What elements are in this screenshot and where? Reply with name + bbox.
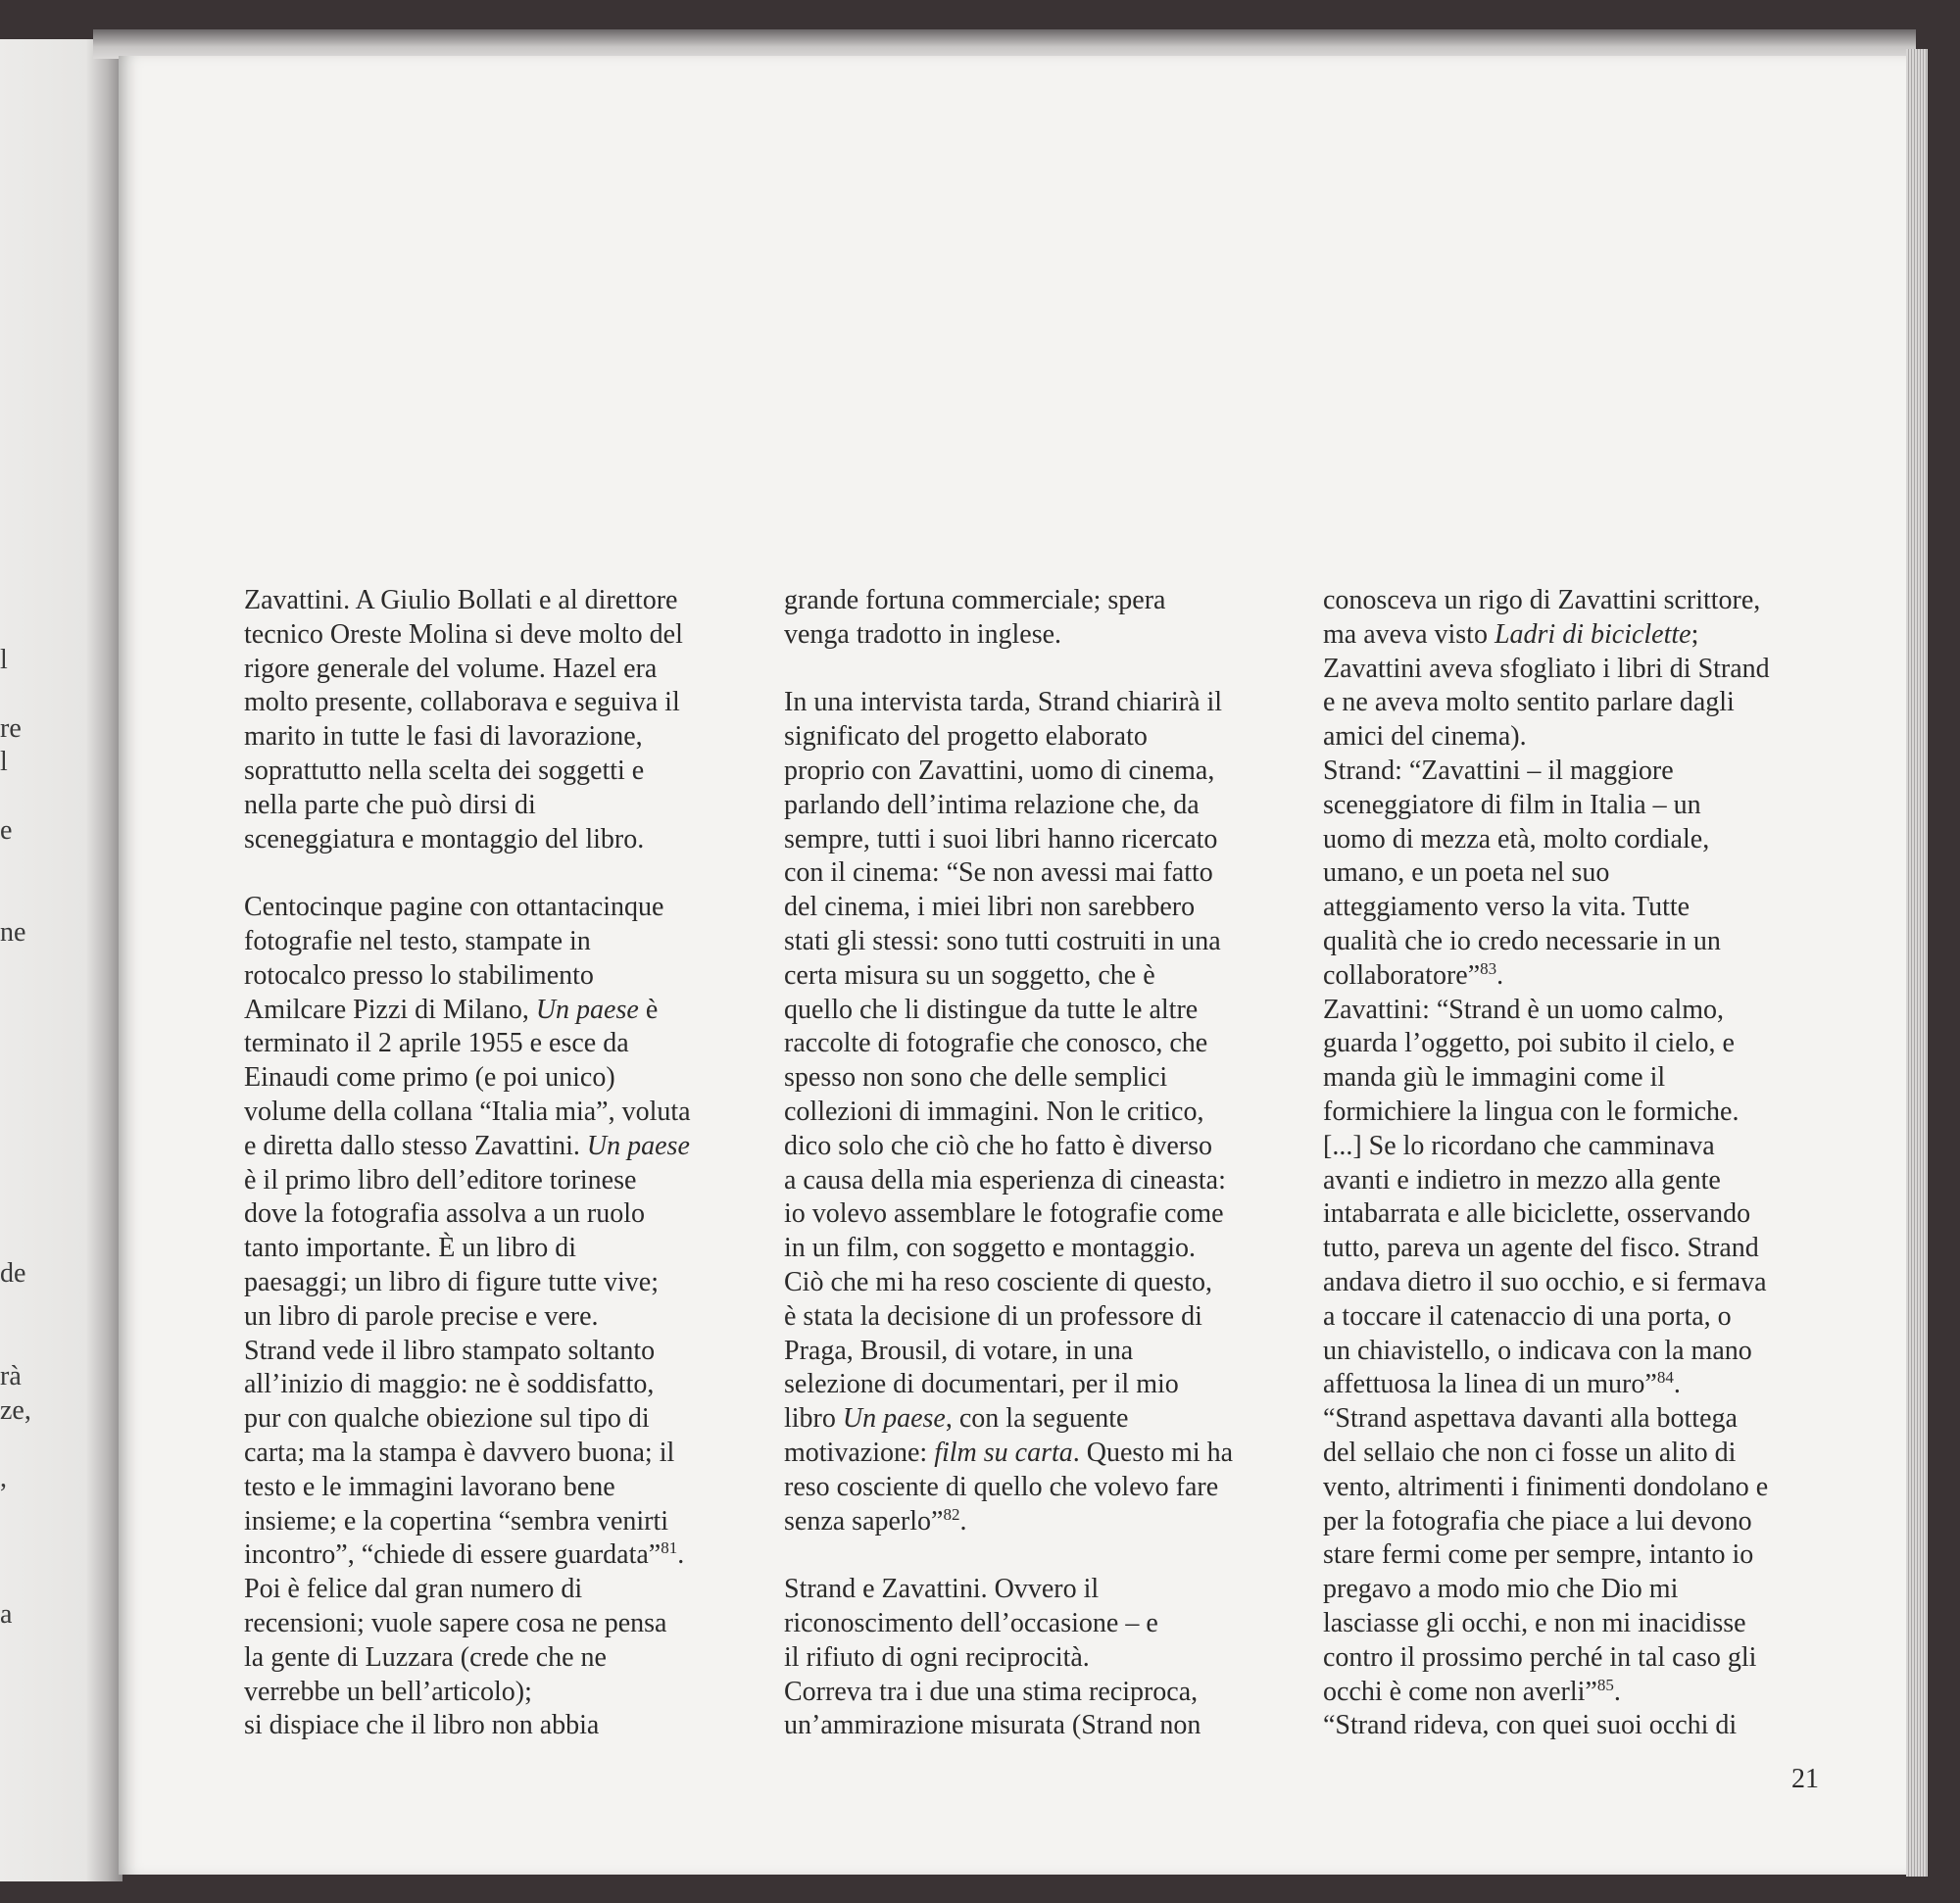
text-segment: stare fermi come per sempre, intanto io bbox=[1323, 1539, 1754, 1571]
text-segment: rotocalco presso lo stabilimento bbox=[244, 959, 594, 991]
text-line bbox=[244, 925, 691, 959]
text-line bbox=[1323, 1641, 1770, 1676]
text-segment: un libro di parole precise e vere. bbox=[244, 1300, 599, 1332]
text-line bbox=[244, 755, 691, 789]
text-line bbox=[244, 618, 691, 653]
text-segment: libro bbox=[784, 1403, 843, 1435]
text-segment: io volevo assemblare le fotografie come bbox=[784, 1198, 1224, 1230]
text-segment: certa misura su un soggetto, che è bbox=[784, 959, 1155, 991]
paragraph-break bbox=[244, 856, 691, 891]
italic-title: Un paese bbox=[586, 1130, 690, 1161]
previous-page-text-fragment: ne bbox=[0, 917, 26, 949]
text-segment: . bbox=[959, 1505, 967, 1537]
text-segment: Zavattini: “Strand è un uomo calmo, bbox=[1323, 994, 1725, 1025]
text-line bbox=[784, 823, 1233, 857]
text-segment: incontro”, “chiede di essere guardata” bbox=[244, 1539, 662, 1571]
text-line bbox=[784, 618, 1233, 653]
text-line bbox=[1323, 1368, 1770, 1402]
text-line bbox=[244, 1709, 691, 1743]
text-line bbox=[1323, 1130, 1770, 1164]
text-segment: affettuosa la linea di un muro” bbox=[1323, 1369, 1657, 1400]
text-line bbox=[1323, 1676, 1770, 1710]
text-line bbox=[244, 1505, 691, 1539]
text-line bbox=[244, 1197, 691, 1232]
text-line bbox=[244, 1300, 691, 1335]
text-segment: il rifiuto di ogni reciprocità. bbox=[784, 1641, 1090, 1673]
page-stack-top-edge bbox=[93, 29, 1916, 59]
text-line bbox=[244, 1096, 691, 1130]
text-line bbox=[784, 1164, 1233, 1198]
text-line bbox=[1323, 1300, 1770, 1335]
text-line bbox=[1323, 584, 1770, 618]
previous-page-text-fragment: l bbox=[0, 645, 8, 675]
text-segment: atteggiamento verso la vita. Tutte bbox=[1323, 892, 1690, 923]
text-line bbox=[1323, 1437, 1770, 1471]
text-segment: In una intervista tarda, Strand chiarirà il bbox=[784, 687, 1223, 718]
text-line bbox=[244, 1573, 691, 1607]
text-segment: collezioni di immagini. Non le critico, bbox=[784, 1096, 1204, 1127]
text-line bbox=[784, 789, 1233, 823]
text-segment: proprio con Zavattini, uomo di cinema, bbox=[784, 755, 1215, 786]
text-segment: molto presente, collaborava e seguiva il bbox=[244, 687, 680, 718]
paragraph-break bbox=[784, 653, 1233, 687]
text-line bbox=[784, 1573, 1233, 1607]
text-line bbox=[244, 789, 691, 823]
text-line bbox=[1323, 1471, 1770, 1505]
previous-page-text-fragment: e bbox=[0, 815, 13, 846]
text-segment: a toccare il catenaccio di una porta, o bbox=[1323, 1300, 1732, 1332]
previous-page-text-fragment: l bbox=[0, 747, 8, 778]
text-segment: intabarrata e alle biciclette, osservando bbox=[1323, 1198, 1751, 1230]
text-line bbox=[244, 1676, 691, 1710]
text-line bbox=[1323, 686, 1770, 720]
text-line bbox=[784, 1027, 1233, 1061]
text-segment: soprattutto nella scelta dei soggetti e bbox=[244, 755, 645, 786]
text-segment: Poi è felice dal gran numero di bbox=[244, 1574, 583, 1605]
text-segment: riconoscimento dell’occasione – e bbox=[784, 1607, 1158, 1638]
text-line bbox=[784, 1300, 1233, 1335]
text-line bbox=[244, 1266, 691, 1300]
text-line bbox=[1323, 1709, 1770, 1743]
text-line bbox=[1323, 1335, 1770, 1369]
text-line bbox=[1323, 1027, 1770, 1061]
text-segment: selezione di documentari, per il mio bbox=[784, 1369, 1179, 1400]
text-line bbox=[784, 1505, 1233, 1539]
text-segment: significato del progetto elaborato bbox=[784, 721, 1148, 753]
text-line bbox=[244, 1538, 691, 1573]
previous-page-text-fragment: rà bbox=[0, 1360, 22, 1391]
text-segment: . bbox=[1496, 959, 1504, 991]
text-line bbox=[244, 720, 691, 755]
text-line bbox=[784, 1641, 1233, 1676]
text-segment: contro il prossimo perché in tal caso gli bbox=[1323, 1641, 1757, 1673]
text-segment: andava dietro il suo occhio, e si fermava bbox=[1323, 1266, 1767, 1297]
text-segment: guarda l’oggetto, poi subito il cielo, e bbox=[1323, 1028, 1735, 1059]
text-line bbox=[1323, 925, 1770, 959]
text-segment: manda giù le immagini come il bbox=[1323, 1062, 1666, 1094]
footnote-reference: 85 bbox=[1596, 1675, 1614, 1694]
text-segment: Correva tra i due una stima reciproca, bbox=[784, 1676, 1199, 1707]
text-line bbox=[1323, 1573, 1770, 1607]
text-line bbox=[784, 1061, 1233, 1096]
text-segment: con il cinema: “Se non avessi mai fatto bbox=[784, 857, 1213, 889]
text-segment: e ne aveva molto sentito parlare dagli bbox=[1323, 687, 1735, 718]
text-segment: Strand e Zavattini. Ovvero il bbox=[784, 1574, 1100, 1605]
page-number: 21 bbox=[1791, 1764, 1819, 1794]
footnote-reference: 82 bbox=[943, 1504, 960, 1524]
text-line bbox=[244, 1130, 691, 1164]
text-line bbox=[244, 1607, 691, 1641]
text-segment: umano, e un poeta nel suo bbox=[1323, 857, 1610, 889]
italic-title: Un paese bbox=[842, 1403, 946, 1435]
text-line bbox=[1323, 618, 1770, 653]
text-segment: motivazione: bbox=[784, 1437, 935, 1468]
text-segment: Strand vede il libro stampato soltanto bbox=[244, 1335, 656, 1366]
text-segment: “Strand aspettava davanti alla bottega bbox=[1323, 1403, 1738, 1435]
text-segment: Einaudi come primo (e poi unico) bbox=[244, 1062, 615, 1094]
text-line bbox=[1323, 1607, 1770, 1641]
text-segment: paesaggi; un libro di figure tutte vive; bbox=[244, 1266, 660, 1297]
text-segment: , con la seguente bbox=[945, 1403, 1129, 1435]
text-segment: lasciasse gli occhi, e non mi inacidisse bbox=[1323, 1607, 1746, 1638]
text-line bbox=[784, 720, 1233, 755]
text-segment: Zavattini. A Giulio Bollati e al direttore bbox=[244, 585, 678, 615]
text-line bbox=[784, 584, 1233, 618]
text-segment: verrebbe un bell’articolo); bbox=[244, 1676, 532, 1707]
text-line bbox=[784, 1197, 1233, 1232]
text-line bbox=[244, 653, 691, 687]
text-segment: amici del cinema). bbox=[1323, 721, 1527, 753]
text-segment: ; bbox=[1690, 618, 1699, 650]
text-line bbox=[784, 755, 1233, 789]
text-segment: per la fotografia che piace a lui devono bbox=[1323, 1505, 1752, 1537]
italic-title: film su carta bbox=[934, 1437, 1073, 1468]
text-segment: formichiere la lingua con le formiche. bbox=[1323, 1096, 1740, 1127]
text-line bbox=[1323, 1538, 1770, 1573]
text-line bbox=[244, 1164, 691, 1198]
text-line bbox=[784, 1676, 1233, 1710]
text-segment: ma aveva visto bbox=[1323, 618, 1494, 650]
text-segment: in un film, con soggetto e montaggio. bbox=[784, 1233, 1196, 1264]
text-line bbox=[784, 1096, 1233, 1130]
text-line bbox=[244, 584, 691, 618]
text-segment: . Questo mi ha bbox=[1072, 1437, 1234, 1468]
text-segment: fotografie nel testo, stampate in bbox=[244, 925, 591, 956]
text-line bbox=[1323, 720, 1770, 755]
text-segment: . bbox=[1673, 1369, 1681, 1400]
text-segment: senza saperlo” bbox=[784, 1505, 944, 1537]
text-segment: . bbox=[1613, 1676, 1621, 1707]
text-line bbox=[1323, 1061, 1770, 1096]
text-line bbox=[784, 1266, 1233, 1300]
text-line bbox=[244, 1232, 691, 1266]
text-segment: all’inizio di maggio: ne è soddisfatto, bbox=[244, 1369, 655, 1400]
text-line bbox=[244, 1335, 691, 1369]
text-segment: raccolte di fotografie che conosco, che bbox=[784, 1028, 1208, 1059]
previous-page-text-fragment: de bbox=[0, 1258, 26, 1290]
text-line bbox=[1323, 1402, 1770, 1437]
text-line bbox=[244, 823, 691, 857]
text-segment: [...] Se lo ricordano che camminava bbox=[1323, 1130, 1715, 1161]
text-segment: venga tradotto in inglese. bbox=[784, 618, 1062, 650]
text-line bbox=[784, 994, 1233, 1028]
text-line bbox=[1323, 1232, 1770, 1266]
text-line bbox=[1323, 653, 1770, 687]
text-segment: un chiavistello, o indicava con la mano bbox=[1323, 1335, 1752, 1366]
footnote-reference: 83 bbox=[1480, 958, 1497, 978]
text-line bbox=[1323, 1096, 1770, 1130]
text-line bbox=[1323, 789, 1770, 823]
text-segment: nella parte che può dirsi di bbox=[244, 789, 536, 820]
text-segment: occhi è come non averli” bbox=[1323, 1676, 1597, 1707]
text-line bbox=[784, 959, 1233, 994]
footnote-reference: 81 bbox=[661, 1538, 678, 1558]
text-segment: “Strand rideva, con quei suoi occhi di bbox=[1323, 1710, 1738, 1741]
text-segment: la gente di Luzzara (crede che ne bbox=[244, 1641, 607, 1673]
text-line bbox=[784, 891, 1233, 925]
text-line bbox=[1323, 856, 1770, 891]
text-segment: tutto, pareva un agente del fisco. Strand bbox=[1323, 1233, 1759, 1264]
text-line bbox=[1323, 755, 1770, 789]
text-line bbox=[784, 856, 1233, 891]
text-segment: sceneggiatura e montaggio del libro. bbox=[244, 823, 645, 854]
text-column-1 bbox=[244, 584, 691, 1743]
text-segment: parlando dell’intima relazione che, da bbox=[784, 789, 1200, 820]
text-segment: stati gli stessi: sono tutti costruiti in una bbox=[784, 925, 1221, 956]
text-segment: vento, altrimenti i finimenti dondolano e bbox=[1323, 1471, 1769, 1502]
previous-page-text-fragment: a bbox=[0, 1599, 13, 1631]
text-line bbox=[244, 994, 691, 1028]
previous-page-text-fragment: re bbox=[0, 712, 22, 744]
text-line bbox=[244, 1402, 691, 1437]
text-segment: testo e le immagini lavorano bene bbox=[244, 1471, 615, 1502]
text-line bbox=[784, 1130, 1233, 1164]
text-segment: quello che li distingue da tutte le altre bbox=[784, 994, 1199, 1025]
text-segment: spesso non sono che delle semplici bbox=[784, 1062, 1168, 1094]
text-segment: grande fortuna commerciale; spera bbox=[784, 585, 1166, 615]
text-line bbox=[244, 959, 691, 994]
previous-page-text-fragment: , bbox=[0, 1463, 7, 1494]
text-segment: tanto importante. È un libro di bbox=[244, 1233, 577, 1264]
text-segment: rigore generale del volume. Hazel era bbox=[244, 653, 658, 684]
text-segment: insieme; e la copertina “sembra venirti bbox=[244, 1505, 669, 1537]
previous-page-text-fragment: ze, bbox=[0, 1394, 31, 1426]
paragraph-break bbox=[784, 1538, 1233, 1573]
text-segment: Centocinque pagine con ottantacinque bbox=[244, 892, 664, 923]
text-column-2 bbox=[784, 584, 1233, 1743]
text-segment: Amilcare Pizzi di Milano, bbox=[244, 994, 536, 1025]
text-segment: volume della collana “Italia mia”, voluta bbox=[244, 1096, 691, 1127]
text-segment: sempre, tutti i suoi libri hanno ricercato bbox=[784, 823, 1218, 854]
text-line bbox=[1323, 1505, 1770, 1539]
text-line bbox=[244, 1027, 691, 1061]
text-segment: avanti e indietro in mezzo alla gente bbox=[1323, 1164, 1721, 1195]
text-line bbox=[784, 1402, 1233, 1437]
text-line bbox=[1323, 959, 1770, 994]
text-segment: . bbox=[677, 1539, 685, 1571]
previous-page-edge bbox=[0, 39, 122, 1881]
text-line bbox=[1323, 823, 1770, 857]
text-segment: si dispiace che il libro non abbia bbox=[244, 1710, 600, 1741]
italic-title: Un paese bbox=[535, 994, 639, 1025]
text-line bbox=[784, 1368, 1233, 1402]
text-line bbox=[784, 1471, 1233, 1505]
text-line bbox=[1323, 1164, 1770, 1198]
text-line bbox=[784, 925, 1233, 959]
text-line bbox=[1323, 1266, 1770, 1300]
text-segment: è il primo libro dell’editore torinese bbox=[244, 1164, 637, 1195]
text-segment: è stata la decisione di un professore di bbox=[784, 1300, 1202, 1332]
text-line bbox=[784, 686, 1233, 720]
text-line bbox=[244, 1368, 691, 1402]
text-line bbox=[244, 686, 691, 720]
text-segment: qualità che io credo necessarie in un bbox=[1323, 925, 1721, 956]
text-column-3 bbox=[1323, 584, 1770, 1743]
text-segment: carta; ma la stampa è davvero buona; il bbox=[244, 1437, 675, 1468]
text-segment: Ciò che mi ha reso cosciente di questo, bbox=[784, 1266, 1212, 1297]
text-line bbox=[244, 891, 691, 925]
text-line bbox=[784, 1709, 1233, 1743]
text-segment: terminato il 2 aprile 1955 e esce da bbox=[244, 1028, 629, 1059]
text-line bbox=[244, 1437, 691, 1471]
text-line bbox=[784, 1437, 1233, 1471]
text-segment: recensioni; vuole sapere cosa ne pensa bbox=[244, 1607, 667, 1638]
text-segment: marito in tutte le fasi di lavorazione, bbox=[244, 721, 643, 753]
text-segment: a causa della mia esperienza di cineasta: bbox=[784, 1164, 1226, 1195]
footnote-reference: 84 bbox=[1656, 1368, 1674, 1388]
text-segment: tecnico Oreste Molina si deve molto del bbox=[244, 618, 683, 650]
text-segment: Praga, Brousil, di votare, in una bbox=[784, 1335, 1134, 1366]
text-line bbox=[1323, 1197, 1770, 1232]
text-segment: un’ammirazione misurata (Strand non bbox=[784, 1710, 1201, 1741]
text-line bbox=[244, 1471, 691, 1505]
text-segment: reso cosciente di quello che volevo fare bbox=[784, 1471, 1219, 1502]
text-line bbox=[244, 1061, 691, 1096]
text-segment: conosceva un rigo di Zavattini scrittore, bbox=[1323, 585, 1761, 615]
text-segment: Zavattini aveva sfogliato i libri di Strand bbox=[1323, 653, 1770, 684]
text-segment: dico solo che ciò che ho fatto è diverso bbox=[784, 1130, 1212, 1161]
text-segment: uomo di mezza età, molto cordiale, bbox=[1323, 823, 1710, 854]
text-line bbox=[784, 1232, 1233, 1266]
text-segment: pur con qualche obiezione sul tipo di bbox=[244, 1403, 650, 1435]
text-segment: e diretta dallo stesso Zavattini. bbox=[244, 1130, 587, 1161]
text-segment: è bbox=[638, 994, 659, 1025]
text-segment: sceneggiatore di film in Italia – un bbox=[1323, 789, 1701, 820]
text-segment: dove la fotografia assolva a un ruolo bbox=[244, 1198, 645, 1230]
text-segment: Strand: “Zavattini – il maggiore bbox=[1323, 755, 1674, 786]
text-segment: pregavo a modo mio che Dio mi bbox=[1323, 1574, 1679, 1605]
text-segment: del cinema, i miei libri non sarebbero bbox=[784, 892, 1196, 923]
text-segment: collaboratore” bbox=[1323, 959, 1481, 991]
text-line bbox=[1323, 891, 1770, 925]
text-line bbox=[1323, 994, 1770, 1028]
text-line bbox=[244, 1641, 691, 1676]
italic-title: Ladri di biciclette bbox=[1494, 618, 1691, 650]
text-segment: del sellaio che non ci fosse un alito di bbox=[1323, 1437, 1737, 1468]
text-line bbox=[784, 1335, 1233, 1369]
text-line bbox=[784, 1607, 1233, 1641]
page-stack-right-edge bbox=[1906, 49, 1928, 1877]
